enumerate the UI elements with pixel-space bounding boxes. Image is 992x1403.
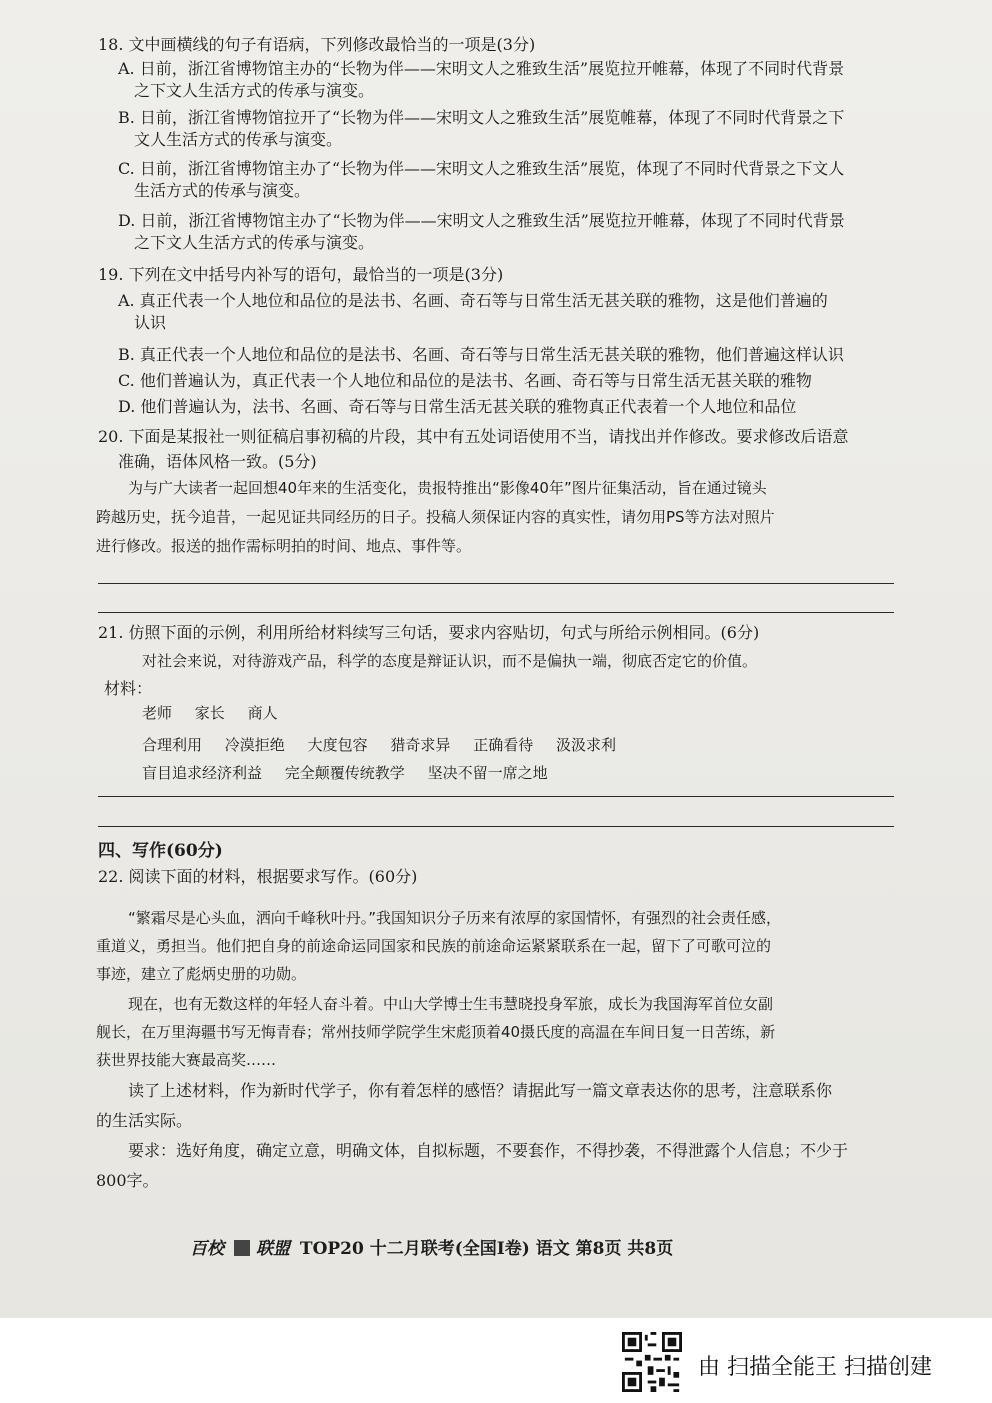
paragraph-line: “繁霜尽是心头血，洒向千峰秋叶丹。”我国知识分子历来有浓厚的家国情怀，有强烈的社会责任感， — [128, 909, 782, 927]
option-line-cont: 之下文人生活方式的传承与演变。 — [134, 233, 375, 252]
material-item: 商人 — [247, 704, 278, 722]
q22-stem: 22. 阅读下面的材料，根据要求写作。(60分) — [98, 867, 418, 886]
q19-option-b: B. 真正代表一个人地位和品位的是法书、名画、奇石等与日常生活无甚关联的雅物，他们普遍这样认识 — [118, 345, 844, 364]
passage-line: 为与广大读者一起回想40年来的生活变化，贵报特推出“影像40年”图片征集活动，旨在通过镜头 — [128, 479, 767, 497]
option-line-cont: 生活方式的传承与演变。 — [134, 181, 311, 200]
footer-text: TOP20 十二月联考(全国Ⅰ卷) 语文 第8页 共8页 — [299, 1239, 674, 1259]
q20-stem — [98, 424, 918, 474]
q18-option-b — [118, 107, 888, 151]
option-line: A. 真正代表一个人地位和品位的是法书、名画、奇石等与日常生活无甚关联的雅物，这是他们普遍的 — [118, 291, 828, 310]
material-phrases-row1 — [142, 734, 634, 755]
q22-paragraph-2 — [96, 990, 902, 1074]
material-item: 老师 — [142, 704, 173, 722]
q19-option-d: D. 他们普遍认为，法书、名画、奇石等与日常生活无甚关联的雅物真正代表着一个人地位和品位 — [118, 397, 797, 416]
material-item: 完全颠覆传统教学 — [284, 764, 405, 782]
answer-line[interactable] — [98, 826, 894, 827]
paragraph-line: 舰长，在万里海疆书写无悔青春；常州技师学院学生宋彪顶着40摄氏度的高温在车间日复一日苦练，新 — [96, 1023, 776, 1041]
q18-stem: 18. 文中画横线的句子有语病，下列修改最恰当的一项是(3分) — [98, 35, 536, 54]
logo-text-left: 百校 — [190, 1239, 224, 1259]
paragraph-line: 800字。 — [96, 1171, 159, 1190]
option-line-cont: 认识 — [134, 313, 167, 332]
material-item: 家长 — [194, 704, 225, 722]
q22-paragraph-3 — [96, 1076, 902, 1136]
material-item: 正确看待 — [473, 736, 534, 754]
page-footer — [190, 1234, 673, 1259]
material-item: 大度包容 — [307, 736, 368, 754]
paragraph-line: 要求：选好角度，确定立意，明确文体，自拟标题，不要套作，不得抄袭，不得泄露个人信息；不少于 — [128, 1141, 849, 1160]
answer-line[interactable] — [98, 583, 894, 584]
option-line-cont: 之下文人生活方式的传承与演变。 — [134, 81, 375, 100]
paragraph-line: 的生活实际。 — [96, 1111, 193, 1130]
q20-passage — [96, 474, 902, 561]
passage-line: 跨越历史，抚今追昔，一起见证共同经历的日子。投稿人须保证内容的真实性，请勿用PS等方法对照片 — [96, 508, 775, 526]
material-item: 冷漠拒绝 — [224, 736, 285, 754]
option-line: D. 日前，浙江省博物馆主办了“长物为伴——宋明文人之雅致生活”展览拉开帷幕，体现了不同时代背景 — [118, 211, 845, 230]
q19-option-c: C. 他们普遍认为，真正代表一个人地位和品位的是法书、名画、奇石等与日常生活无甚关联的雅物 — [118, 371, 812, 390]
paragraph-line: 重道义，勇担当。他们把自身的前途命运同国家和民族的前途命运紧紧联系在一起，留下了可歌可泣的 — [96, 937, 772, 955]
q21-stem: 21. 仿照下面的示例，利用所给材料续写三句话，要求内容贴切，句式与所给示例相同。(6分) — [98, 623, 760, 642]
logo-text-right: 联盟 — [256, 1239, 290, 1259]
q18-option-d — [118, 210, 888, 254]
section-title: 四、写作(60分) — [98, 841, 223, 861]
material-item: 猎奇求异 — [390, 736, 451, 754]
stem-line: 准确，语体风格一致。(5分) — [118, 452, 317, 471]
stem-line: 20. 下面是某报社一则征稿启事初稿的片段，其中有五处词语使用不当，请找出并作修改。要求修改后语意 — [98, 427, 849, 446]
logo-icon — [234, 1240, 250, 1256]
q18-option-a — [118, 58, 888, 102]
q21-example: 对社会来说，对待游戏产品，科学的态度是辩证认识，而不是偏执一端，彻底否定它的价值。 — [142, 652, 758, 670]
option-line: B. 日前，浙江省博物馆拉开了“长物为伴——宋明文人之雅致生活”展览帷幕，体现了不同时代背景之下 — [118, 108, 845, 127]
passage-line: 进行修改。报送的拙作需标明拍的时间、地点、事件等。 — [96, 537, 472, 555]
q18-option-c — [118, 158, 888, 202]
q19-option-a — [118, 290, 888, 334]
material-item: 坚决不留一席之地 — [427, 764, 548, 782]
paragraph-line: 读了上述材料，作为新时代学子，你有着怎样的感悟？请据此写一篇文章表达你的思考，注意联系你 — [128, 1081, 833, 1100]
material-phrases-row2 — [142, 762, 566, 783]
material-item: 合理利用 — [142, 736, 203, 754]
answer-line[interactable] — [98, 612, 894, 613]
material-item: 盲目追求经济利益 — [142, 764, 263, 782]
q22-requirements — [96, 1136, 902, 1196]
material-label: 材料： — [104, 679, 153, 698]
paragraph-line: 现在，也有无数这样的年轻人奋斗着。中山大学博士生韦慧晓投身军旅，成长为我国海军首位女副 — [128, 995, 774, 1013]
q19-stem: 19. 下列在文中括号内补写的语句，最恰当的一项是(3分) — [98, 265, 504, 284]
answer-line[interactable] — [98, 796, 894, 797]
option-line: A. 日前，浙江省博物馆主办的“长物为伴——宋明文人之雅致生活”展览拉开帷幕，体现了不同时代背景 — [118, 59, 845, 78]
option-line-cont: 文人生活方式的传承与演变。 — [134, 130, 343, 149]
q22-paragraph-1 — [96, 904, 902, 988]
material-item: 汲汲求利 — [555, 736, 616, 754]
material-roles — [142, 702, 296, 723]
option-line: C. 日前，浙江省博物馆主办了“长物为伴——宋明文人之雅致生活”展览，体现了不同时代背景之下文人 — [118, 159, 845, 178]
paragraph-line: 事迹，建立了彪炳史册的功勋。 — [96, 965, 307, 983]
scanner-caption: 由 扫描全能王 扫描创建 — [698, 1355, 932, 1380]
paragraph-line: 获世界技能大赛最高奖…… — [96, 1051, 277, 1069]
qr-code-icon — [622, 1332, 682, 1392]
